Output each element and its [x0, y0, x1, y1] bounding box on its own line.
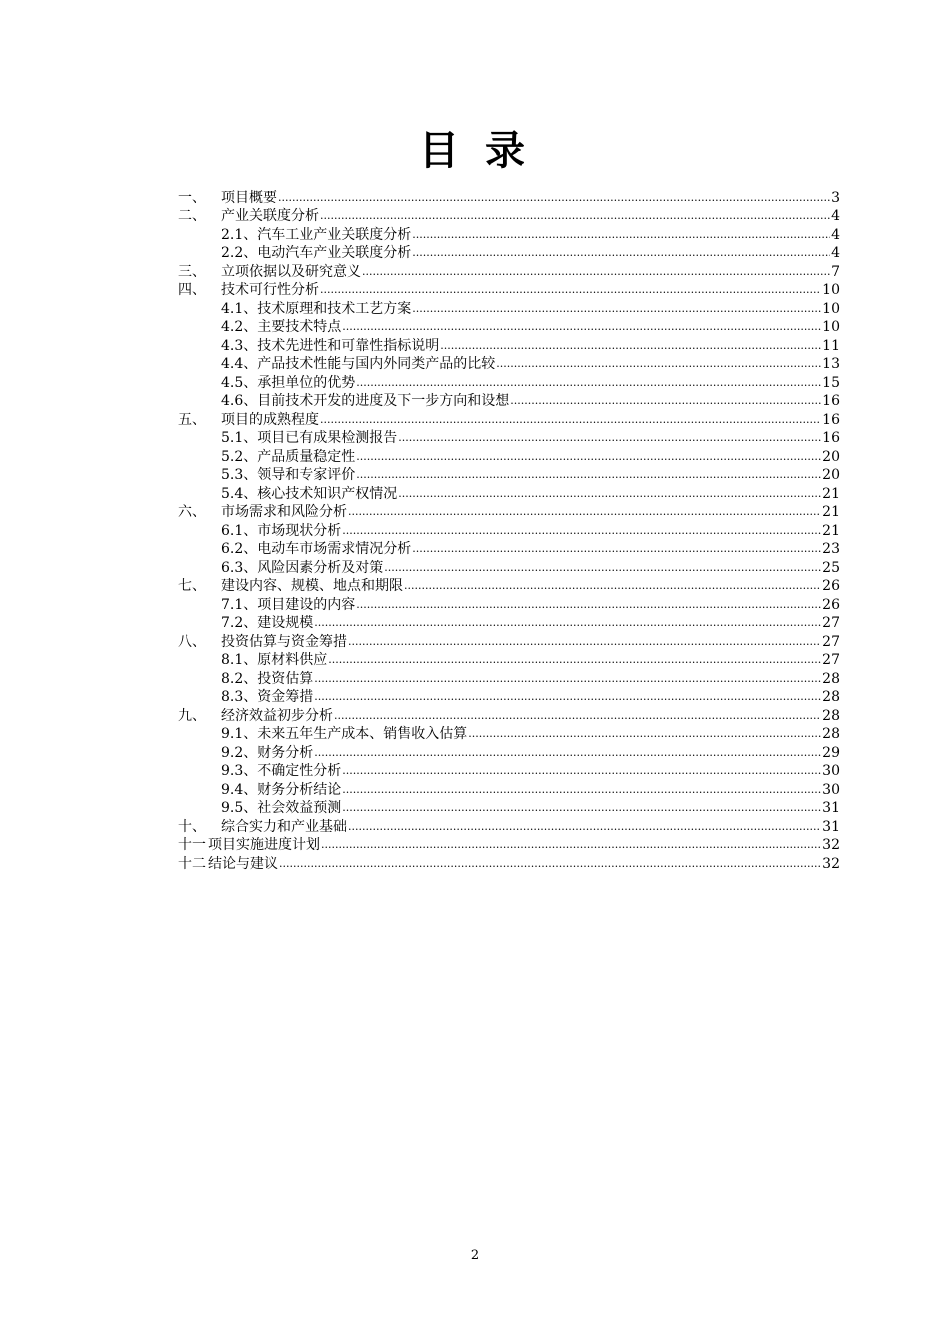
toc-dot-leader [320, 413, 821, 427]
toc-dot-leader [398, 487, 821, 501]
toc-entry[interactable] [178, 669, 840, 688]
toc-entry-title: 项目已有成果检测报告 [257, 430, 398, 446]
toc-dot-leader [321, 838, 821, 852]
toc-entry[interactable] [178, 706, 840, 725]
toc-entry[interactable] [178, 225, 840, 244]
toc-entry[interactable] [178, 466, 840, 485]
toc-entry-title: 产业关联度分析 [221, 208, 319, 224]
toc-entry[interactable] [178, 188, 840, 207]
toc-entry-page: 20 [822, 448, 840, 465]
toc-entry[interactable] [178, 410, 840, 429]
toc-entry-number: 9.1、 [221, 726, 258, 742]
toc-entry[interactable] [178, 355, 840, 374]
toc-entry-title: 领导和专家评价 [257, 467, 356, 483]
toc-dot-leader [342, 524, 821, 538]
toc-entry-title: 投资估算 [257, 670, 314, 687]
toc-entry-title: 项目建设的内容 [257, 596, 356, 613]
toc-entry[interactable] [178, 595, 840, 614]
toc-entry-page: 31 [822, 800, 840, 816]
toc-entry-number: 8.2、 [221, 670, 258, 687]
toc-entry-number: 二、 [178, 208, 206, 224]
toc-entry[interactable] [178, 743, 840, 762]
toc-dot-leader [348, 820, 821, 834]
toc-entry[interactable] [178, 651, 840, 670]
toc-entry-number: 5.4、 [221, 485, 258, 502]
toc-entry-number: 9.4、 [221, 781, 258, 798]
toc-entry[interactable] [178, 521, 840, 540]
toc-entry[interactable] [178, 429, 840, 448]
toc-entry-number: 7.2、 [221, 615, 258, 631]
toc-dot-leader [278, 191, 830, 205]
toc-dot-leader [356, 376, 821, 390]
toc-entry-number: 9.3、 [221, 763, 258, 779]
toc-entry-page: 10 [822, 282, 840, 298]
toc-entry[interactable] [178, 780, 840, 799]
toc-entry-title: 投资估算与资金筹措 [221, 633, 347, 650]
toc-entry-page: 21 [822, 485, 840, 502]
toc-entry-page: 4 [831, 245, 840, 261]
toc-entry[interactable] [178, 336, 840, 355]
toc-dot-leader [314, 746, 821, 760]
toc-entry-page: 23 [822, 541, 840, 557]
page-title: 目 录 [419, 128, 531, 174]
toc-entry-title: 核心技术知识产权情况 [257, 485, 398, 502]
toc-entry-number: 十二 [178, 855, 206, 872]
toc-entry-number: 8.3、 [221, 689, 258, 705]
toc-entry-page: 30 [822, 763, 840, 779]
toc-entry-title: 电动汽车产业关联度分析 [257, 245, 412, 261]
toc-dot-leader [320, 283, 821, 297]
toc-entry-page: 7 [831, 263, 840, 280]
toc-entry-title: 财务分析 [257, 744, 314, 761]
toc-entry-title: 社会效益预测 [257, 800, 342, 816]
toc-dot-leader [496, 357, 821, 371]
toc-entry-title: 建设内容、规模、地点和期限 [221, 578, 403, 594]
toc-dot-leader [404, 579, 821, 593]
toc-entry-number: 一、 [178, 189, 206, 206]
toc-entry-page: 25 [822, 559, 840, 576]
toc-dot-leader [412, 302, 821, 316]
toc-dot-leader [314, 690, 821, 704]
toc-entry-number: 十一 [178, 837, 206, 853]
toc-entry-page: 21 [822, 522, 840, 539]
toc-dot-leader [356, 468, 821, 482]
toc-entry-title: 电动车市场需求情况分析 [257, 541, 412, 557]
toc-entry-page: 32 [822, 855, 840, 872]
toc-dot-leader [510, 394, 821, 408]
toc-entry-page: 4 [831, 208, 840, 224]
toc-entry-number: 4.1、 [221, 300, 258, 317]
toc-dot-leader [398, 431, 821, 445]
toc-entry[interactable] [178, 688, 840, 707]
toc-entry-title: 市场现状分析 [257, 522, 342, 539]
toc-dot-leader [412, 542, 821, 556]
toc-entry-number: 五、 [178, 411, 206, 428]
toc-entry-number: 4.5、 [221, 374, 258, 391]
toc-entry-number: 4.3、 [221, 337, 258, 354]
toc-entry-page: 28 [822, 726, 840, 742]
toc-entry-title: 技术可行性分析 [221, 282, 319, 298]
toc-entry-number: 十、 [178, 818, 206, 835]
toc-entry-page: 29 [822, 744, 840, 761]
toc-entry-title: 项目概要 [221, 189, 277, 206]
toc-entry-page: 16 [822, 430, 840, 446]
toc-entry-page: 28 [822, 689, 840, 705]
toc-entry-page: 27 [822, 652, 840, 668]
toc-entry-title: 产品质量稳定性 [257, 448, 356, 465]
toc-entry[interactable] [178, 762, 840, 781]
toc-dot-leader [320, 209, 830, 223]
toc-entry-number: 9.2、 [221, 744, 258, 761]
toc-entry[interactable] [178, 799, 840, 818]
toc-entry-title: 不确定性分析 [257, 763, 342, 779]
toc-entry-page: 10 [822, 319, 840, 335]
toc-entry-number: 5.2、 [221, 448, 258, 465]
toc-entry-title: 综合实力和产业基础 [221, 818, 347, 835]
toc-entry-number: 2.1、 [221, 226, 258, 243]
toc-entry-page: 11 [822, 337, 840, 354]
toc-entry-title: 风险因素分析及对策 [257, 559, 384, 576]
toc-entry-title: 结论与建议 [208, 855, 278, 872]
toc-dot-leader [334, 709, 821, 723]
toc-entry-title: 经济效益初步分析 [221, 707, 333, 724]
toc-entry-number: 6.3、 [221, 559, 258, 576]
toc-entry-number: 4.6、 [221, 393, 258, 409]
toc-entry-number: 4.2、 [221, 319, 258, 335]
toc-entry-page: 26 [822, 578, 840, 594]
toc-entry-number: 三、 [178, 263, 206, 280]
toc-entry[interactable] [178, 281, 840, 300]
toc-entry-page: 30 [822, 781, 840, 798]
toc-entry-page: 26 [822, 596, 840, 613]
toc-entry-page: 15 [822, 374, 840, 391]
toc-entry[interactable] [178, 577, 840, 596]
toc-dot-leader [348, 505, 821, 519]
toc-entry[interactable] [178, 836, 840, 855]
toc-entry[interactable] [178, 817, 840, 836]
toc-entry[interactable] [178, 299, 840, 318]
toc-entry[interactable] [178, 725, 840, 744]
toc-dot-leader [412, 228, 830, 242]
toc-entry-number: 2.2、 [221, 245, 258, 261]
toc-entry-number: 六、 [178, 504, 206, 520]
toc-dot-leader [314, 672, 821, 686]
toc-entry[interactable] [178, 373, 840, 392]
toc-entry-title: 资金筹措 [257, 689, 314, 705]
toc-entry-page: 20 [822, 467, 840, 483]
toc-dot-leader [362, 265, 830, 279]
toc-dot-leader [342, 801, 821, 815]
toc-entry[interactable] [178, 632, 840, 651]
toc-dot-leader [348, 635, 821, 649]
toc-entry-title: 技术先进性和可靠性指标说明 [257, 337, 440, 354]
toc-entry-page: 10 [822, 300, 840, 317]
toc-dot-leader [279, 857, 821, 871]
toc-entry-page: 3 [831, 189, 840, 206]
toc-entry-number: 5.3、 [221, 467, 258, 483]
toc-entry[interactable] [178, 207, 840, 226]
toc-entry-title: 未来五年生产成本、销售收入估算 [257, 726, 468, 742]
toc-entry-title: 原材料供应 [257, 652, 328, 668]
toc-entry-title: 项目的成熟程度 [221, 411, 319, 428]
toc-entry-number: 九、 [178, 707, 206, 724]
toc-entry-page: 27 [822, 633, 840, 650]
toc-entry[interactable] [178, 262, 840, 281]
toc-entry-page: 16 [822, 411, 840, 428]
toc-entry-title: 建设规模 [257, 615, 314, 631]
toc-entry-page: 32 [822, 837, 840, 853]
toc-entry-title: 目前技术开发的进度及下一步方向和设想 [257, 393, 510, 409]
toc-entry-page: 27 [822, 615, 840, 631]
toc-entry-title: 产品技术性能与国内外同类产品的比较 [257, 356, 496, 372]
toc-entry-title: 立项依据以及研究意义 [221, 263, 361, 280]
toc-entry[interactable] [178, 503, 840, 522]
toc-entry-number: 八、 [178, 633, 206, 650]
toc-entry[interactable] [178, 614, 840, 633]
toc-entry-number: 4.4、 [221, 356, 258, 372]
toc-entry[interactable] [178, 392, 840, 411]
toc-entry-page: 4 [831, 226, 840, 243]
toc-dot-leader [440, 339, 821, 353]
toc-entry-title: 汽车工业产业关联度分析 [257, 226, 412, 243]
page-number: 2 [470, 1248, 480, 1263]
toc-entry[interactable] [178, 540, 840, 559]
toc-entry-title: 项目实施进度计划 [208, 837, 320, 853]
toc-entry-title: 主要技术特点 [257, 319, 342, 335]
toc-entry-number: 6.2、 [221, 541, 258, 557]
toc-dot-leader [328, 653, 821, 667]
toc-dot-leader [356, 450, 821, 464]
toc-entry-page: 16 [822, 393, 840, 409]
toc-entry-title: 技术原理和技术工艺方案 [257, 300, 412, 317]
toc-entry[interactable] [178, 244, 840, 263]
toc-entry-number: 七、 [178, 578, 206, 594]
toc-dot-leader [384, 561, 821, 575]
toc-dot-leader [468, 727, 821, 741]
toc-entry-number: 四、 [178, 282, 206, 298]
toc-entry-title: 财务分析结论 [257, 781, 342, 798]
toc-entry-number: 7.1、 [221, 596, 258, 613]
toc-dot-leader [342, 764, 821, 778]
toc-entry-number: 9.5、 [221, 800, 258, 816]
toc-dot-leader [342, 783, 821, 797]
toc-entry-page: 31 [822, 818, 840, 835]
toc-entry-page: 28 [822, 670, 840, 687]
toc-entry-number: 8.1、 [221, 652, 258, 668]
toc-entry-page: 13 [822, 356, 840, 372]
toc-entry[interactable] [178, 318, 840, 337]
toc-entry-page: 21 [822, 504, 840, 520]
toc-entry[interactable] [178, 558, 840, 577]
toc-dot-leader [314, 616, 821, 630]
toc-entry-page: 28 [822, 707, 840, 724]
toc-entry[interactable] [178, 447, 840, 466]
toc-dot-leader [412, 246, 830, 260]
toc-dot-leader [342, 320, 821, 334]
toc-entry-title: 市场需求和风险分析 [221, 504, 347, 520]
toc-entry[interactable] [178, 854, 840, 873]
table-of-contents [178, 188, 840, 873]
toc-entry-number: 5.1、 [221, 430, 258, 446]
toc-entry[interactable] [178, 484, 840, 503]
toc-entry-title: 承担单位的优势 [257, 374, 356, 391]
toc-dot-leader [356, 598, 821, 612]
toc-entry-number: 6.1、 [221, 522, 258, 539]
